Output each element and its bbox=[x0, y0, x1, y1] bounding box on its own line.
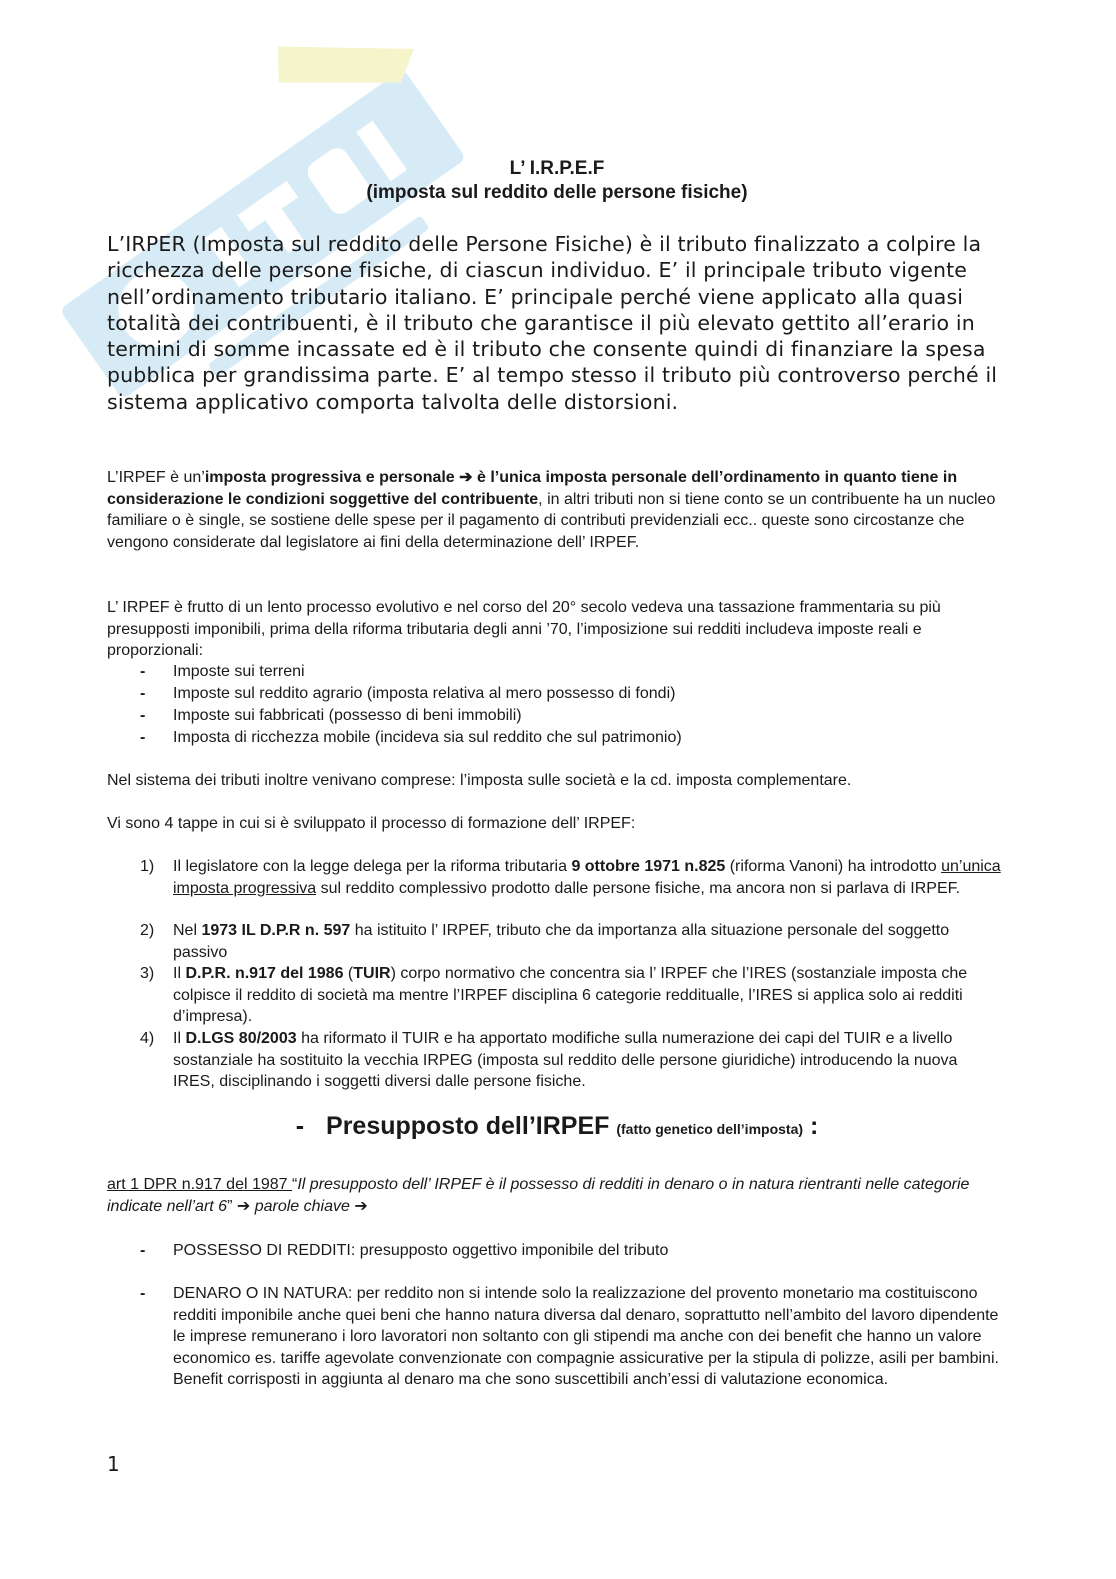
list-item-keyword: - POSSESSO DI REDDITI: presupposto oggettivo imponibile del tributo bbox=[107, 1240, 1002, 1262]
list-item-keyword: - DENARO O IN NATURA: per reddito non si intende solo la realizzazione del provento monetario ma costituiscono redditi imponibile anche quei beni che hanno natura diversa dal denaro, soprattutto nell’ambito del lavoro dipendente le imprese remunerano i loro lavoratori non soltanto con gli stipendi ma anche con dei benefit che hanno un valore economico es. tariffe agevolate convenzionate con compagnie assicurative per la stipula di polizze, asili per bambini. Benefit corrisposti in aggiunta al denaro ma che sono suscettibili anch’essi di valutazione economica. bbox=[140, 1285, 999, 1389]
list-item-tax: - Imposte sul reddito agrario (imposta relativa al mero possesso di fondi) bbox=[107, 683, 1002, 705]
intro-paragraph: L’IRPER (Imposta sul reddito delle Persone Fisiche) è il tributo finalizzato a colpire la ricchezza delle persone fisiche, di ciascun individuo. E’ il principale tributo vigente nell’ordinamento tributario italiano. E’ principale perché viene applicato alla quasi totalità dei contribuenti, è il tributo che garantisce il più elevato gettito all’erario in termini di somme incassate ed è il tributo che consente quindi di finanziare la spesa pubblica per grandissima parte. E’ al tempo stesso il tributo più controverso perché il sistema applicativo comporta talvolta delle distorsioni. bbox=[107, 232, 998, 414]
paragraph-evoluzione: L’ IRPEF è frutto di un lento processo evolutivo e nel corso del 20° secolo vedeva una tassazione frammentaria su più presupposti imponibili, prima della riforma tributaria degli anni ’70, l’imposizione sui redditi includeva imposte reali e proporzionali: bbox=[107, 599, 941, 660]
document-title: L’ I.R.P.E.F bbox=[509, 158, 605, 179]
bullet-dash-icon: - bbox=[140, 685, 146, 702]
paragraph-irpef-progressiva: L’IRPEF è un’imposta progressiva e personale ➔ è l’unica imposta personale dell’ordinamento in quanto tiene in considerazione le condizioni soggettive del contribuente, in altri tributi non si tiene conto se un contribuente ha un nucleo familiare o è single, se sostiene delle spese per il pagamento di contributi previdenziali ecc.. queste sono circostanze che vengono considerate dal legislatore ai fini della determinazione dell’ IRPEF. bbox=[107, 469, 996, 551]
document-subtitle: (imposta sul reddito delle persone fisiche) bbox=[366, 182, 748, 203]
arrow-right-icon: ➔ bbox=[354, 1197, 368, 1215]
list-item-step: 1) Il legislatore con la legge delega per la riforma tributaria 9 ottobre 1971 n.825 (riforma Vanoni) ha introdotto un’unica imposta progressiva sul reddito complessivo prodotto dalle persone fisiche, ma ancora non si parlava di IRPEF. bbox=[140, 858, 1001, 897]
list-item-tax: - Imposte sui terreni bbox=[107, 661, 1002, 683]
arrow-right-icon: ➔ bbox=[459, 469, 473, 486]
bullet-dash-icon: - bbox=[140, 707, 146, 724]
section-heading: - Presupposto dell’IRPEF (fatto genetico dell’imposta) : bbox=[295, 1112, 819, 1140]
list-item-step: 4) Il D.LGS 80/2003 ha riformato il TUIR e ha apportato modifiche sulla numerazione dei capi del TUIR e a livello sostanziale ha sostituito la vecchia IRPEG (imposta sul reddito delle persone giuridiche) introducendo la nuova IRES, disciplinando i soggetti diversi dalle persone fisiche. bbox=[140, 1030, 958, 1091]
arrow-right-icon: ➔ bbox=[236, 1197, 251, 1215]
bullet-dash-icon: - bbox=[140, 663, 146, 680]
bullet-dash-icon: - bbox=[140, 1285, 146, 1302]
list-item-step: 3) Il D.P.R. n.917 del 1986 (TUIR) corpo normativo che concentra sia l’ IRPEF che l’IRES (sostanziale imposta che colpisce il reddito di società ma mentre l’IRPEF disciplina 6 categorie redditualle, l’IRES si applica solo ai redditi d’impresa). bbox=[140, 965, 968, 1026]
list-item-tax: - Imposte sui fabbricati (possesso di beni immobili) bbox=[107, 705, 1002, 727]
page-number: 1 bbox=[107, 1452, 120, 1476]
bullet-dash-icon: - bbox=[140, 1242, 146, 1259]
bullet-dash-icon: - bbox=[140, 729, 146, 746]
paragraph-tappe: Vi sono 4 tappe in cui si è sviluppato il processo di formazione dell’ IRPEF: bbox=[107, 815, 636, 832]
list-item-tax: - Imposta di ricchezza mobile (incideva sia sul reddito che sul patrimonio) bbox=[107, 727, 1002, 749]
paragraph-art1: art 1 DPR n.917 del 1987 “Il presupposto dell’ IRPEF è il possesso di redditi in denaro o in natura rientranti nelle categorie indicate nell’art 6” ➔ parole chiave ➔ bbox=[107, 1176, 970, 1215]
list-item-step: 2) Nel 1973 IL D.P.R n. 597 ha istituito l’ IRPEF, tributo che da importanza alla situazione personale del soggetto passivo bbox=[140, 922, 950, 961]
paragraph-sistema-tributi: Nel sistema dei tributi inoltre venivano comprese: l’imposta sulle società e la cd. imposta complementare. bbox=[107, 772, 852, 789]
